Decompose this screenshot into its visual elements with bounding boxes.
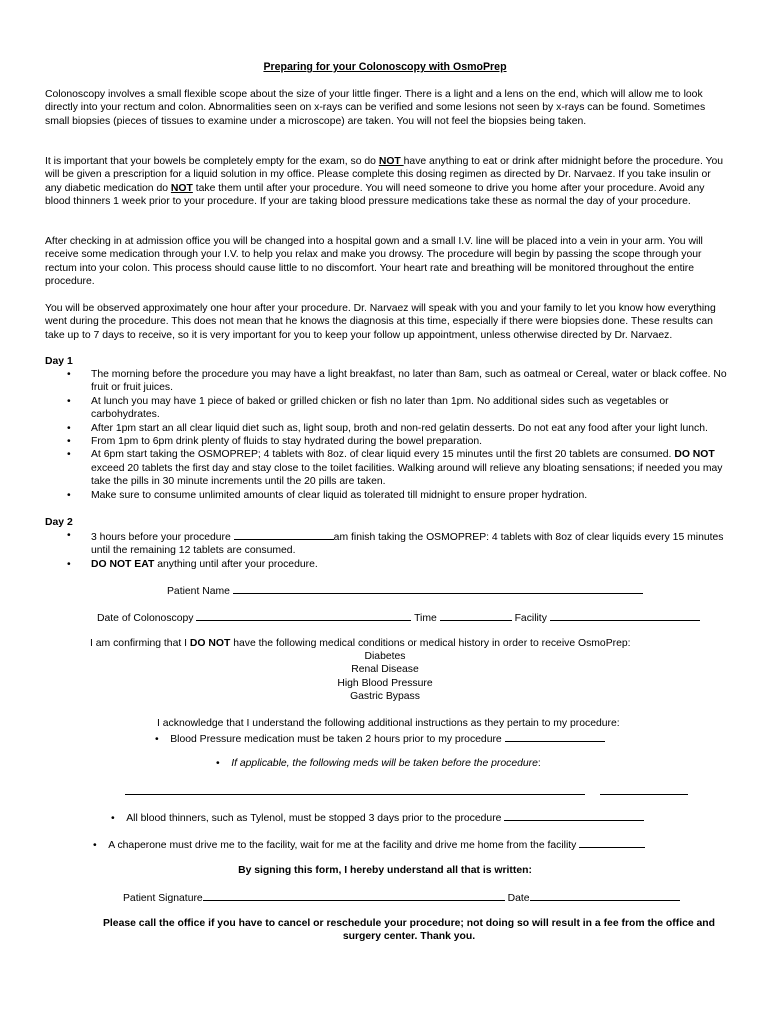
admission-paragraph: After checking in at admission office you will be changed into a hospital gown and a small I.V. line will be placed into a vein in your arm. You will receive some medication through your I.V. to help you relax and make you drowsy. The procedure will begin by passing the scope through your rectum into your colon. This process should cause little to no discomfort. Your heart rate and breathing will be monitored throughout the entire procedure.	[45, 236, 703, 288]
bullet-icon: •	[67, 489, 71, 501]
signing-statement: By signing this form, I hereby understand all that is written:	[238, 865, 532, 876]
blood-thinners-field[interactable]	[504, 810, 644, 821]
bullet-icon: •	[155, 734, 159, 745]
colonoscopy-details-row	[97, 610, 700, 625]
bullet-icon: •	[67, 449, 71, 461]
bullet-icon: •	[67, 422, 71, 434]
signature-date-field[interactable]	[530, 890, 680, 901]
not-emphasis: NOT	[170, 182, 193, 194]
list-item: • At 6pm start taking the OSMOPREP; 4 tablets with 8oz. of clear liquid every 15 minutes until the first 20 tablets are consumed. DO NOT exceed 20 tablets the first day and stay close to the toilet facilities. Walking around will relieve any bloating sensations; if needed you may take the pills in 30 minute increments until the 20 pills are taken.	[67, 449, 723, 488]
condition-gastric-bypass: Gastric Bypass	[350, 691, 420, 702]
signature-date-label: Date	[507, 893, 530, 904]
day2-list	[45, 529, 735, 571]
date-label: Date of Colonoscopy	[97, 613, 194, 624]
procedure-time-field[interactable]	[234, 529, 334, 540]
bullet-icon: •	[111, 813, 115, 824]
meds-field[interactable]	[125, 794, 585, 795]
day1-list	[45, 368, 735, 502]
list-item: • After 1pm start an all clear liquid diet such as, light soup, broth and non-red gelatin desserts. Do not eat any food after your light lunch.	[67, 422, 708, 434]
chaperone-row: • A chaperone must drive me to the facility, wait for me at the facility and drive me home from the facility	[93, 837, 645, 852]
day1-heading: Day 1	[45, 356, 73, 367]
list-item: • The morning before the procedure you may have a light breakfast, no later than 8am, such as oatmeal or Cereal, water or black coffee. No fruit or fruit juices.	[67, 369, 727, 394]
bullet-icon: •	[67, 395, 71, 407]
page-title: Preparing for your Colonoscopy with OsmoPrep	[263, 61, 507, 73]
condition-diabetes: Diabetes	[364, 651, 406, 662]
signature-label: Patient Signature	[123, 893, 203, 904]
confirmation-statement: I am confirming that I DO NOT have the following medical conditions or medical history in order to receive OsmoPrep:	[90, 638, 631, 649]
bullet-icon: •	[216, 758, 220, 769]
patient-name-field[interactable]	[233, 583, 643, 594]
patient-name-row	[167, 583, 643, 598]
list-item: • DO NOT EAT anything until after your procedure.	[67, 558, 318, 570]
patient-name-label: Patient Name	[167, 586, 230, 597]
intro-paragraph: Colonoscopy involves a small flexible scope about the size of your little finger. There is a light and a lens on the end, which will allow me to look directly into your rectum and colon. Abnormalities seen on x-rays can be verified and some lesions not seen by x-rays can be found. Sometimes small biopsies (pieces of tissues to examine under a microscope) are taken. You will not feel the biopsies being taken.	[45, 89, 706, 127]
blood-thinners-row: • All blood thinners, such as Tylenol, must be stopped 3 days prior to the procedure	[111, 810, 644, 825]
time-label: Time	[414, 613, 437, 624]
bullet-icon: •	[67, 530, 71, 541]
signature-row	[123, 890, 680, 905]
bp-medication-row: • Blood Pressure medication must be taken 2 hours prior to my procedure	[155, 731, 605, 746]
list-item: • Make sure to consume unlimited amounts of clear liquid as tolerated till midnight to ensure proper hydration.	[67, 489, 588, 501]
time-field[interactable]	[440, 610, 512, 621]
list-item: • From 1pm to 6pm drink plenty of fluids to stay hydrated during the bowel preparation.	[67, 436, 483, 448]
applicable-meds-row: • If applicable, the following meds will be taken before the procedure:	[216, 758, 541, 769]
list-item: • At lunch you may have 1 piece of baked or grilled chicken or fish no later than 1pm. No additional sides such as vegetables or carbohydrates.	[67, 395, 669, 421]
bp-medication-field[interactable]	[505, 731, 605, 742]
not-emphasis: NOT	[378, 156, 404, 167]
acknowledge-statement: I acknowledge that I understand the following additional instructions as they pertain to my procedure:	[157, 718, 620, 729]
bowel-prep-paragraph: It is important that your bowels be completely empty for the exam, so do NOT have anything to eat or drink after midnight before the procedure. You will be given a prescription for a liquid solution in my office. Please complete this dosing regimen as directed by Dr. Narvaez. If you take insulin or any diabetic medication do NOT take them until after your procedure. You will need someone to drive you home after your procedure. Avoid any blood thinners 1 week prior to your procedure. If your are taking blood pressure medications take these as normal the day of your procedure.	[45, 156, 724, 208]
list-item: • 3 hours before your procedure am finish taking the OSMOPREP: 4 tablets with 8oz of clear liquids every 15 minutes until the remaining 12 tablets are consumed.	[67, 530, 724, 557]
colonoscopy-date-field[interactable]	[196, 610, 411, 621]
chaperone-field[interactable]	[579, 837, 645, 848]
facility-label: Facility	[514, 613, 547, 624]
bullet-icon: •	[67, 558, 71, 570]
condition-renal-disease: Renal Disease	[351, 664, 419, 675]
bullet-icon: •	[67, 369, 71, 380]
meds-time-field[interactable]	[600, 794, 688, 795]
facility-field[interactable]	[550, 610, 700, 621]
condition-high-blood-pressure: High Blood Pressure	[337, 678, 433, 689]
signature-field[interactable]	[203, 890, 505, 901]
observation-paragraph: You will be observed approximately one hour after your procedure. Dr. Narvaez will speak with you and your family to let you know how everything went during the procedure. This does not mean that he knows the diagnosis at this time, especially if there were biopsies done. These results can take up to 7 days to receive, so it is very important for you to keep your follow up appointment, unless otherwise directed by Dr. Narvaez.	[45, 303, 716, 341]
day2-heading: Day 2	[45, 517, 73, 528]
bullet-icon: •	[67, 436, 71, 448]
footer-notice: Please call the office if you have to cancel or reschedule your procedure; not doing so will result in a fee from the office and surgery center. Thank you.	[102, 918, 716, 943]
bullet-icon: •	[93, 840, 97, 851]
